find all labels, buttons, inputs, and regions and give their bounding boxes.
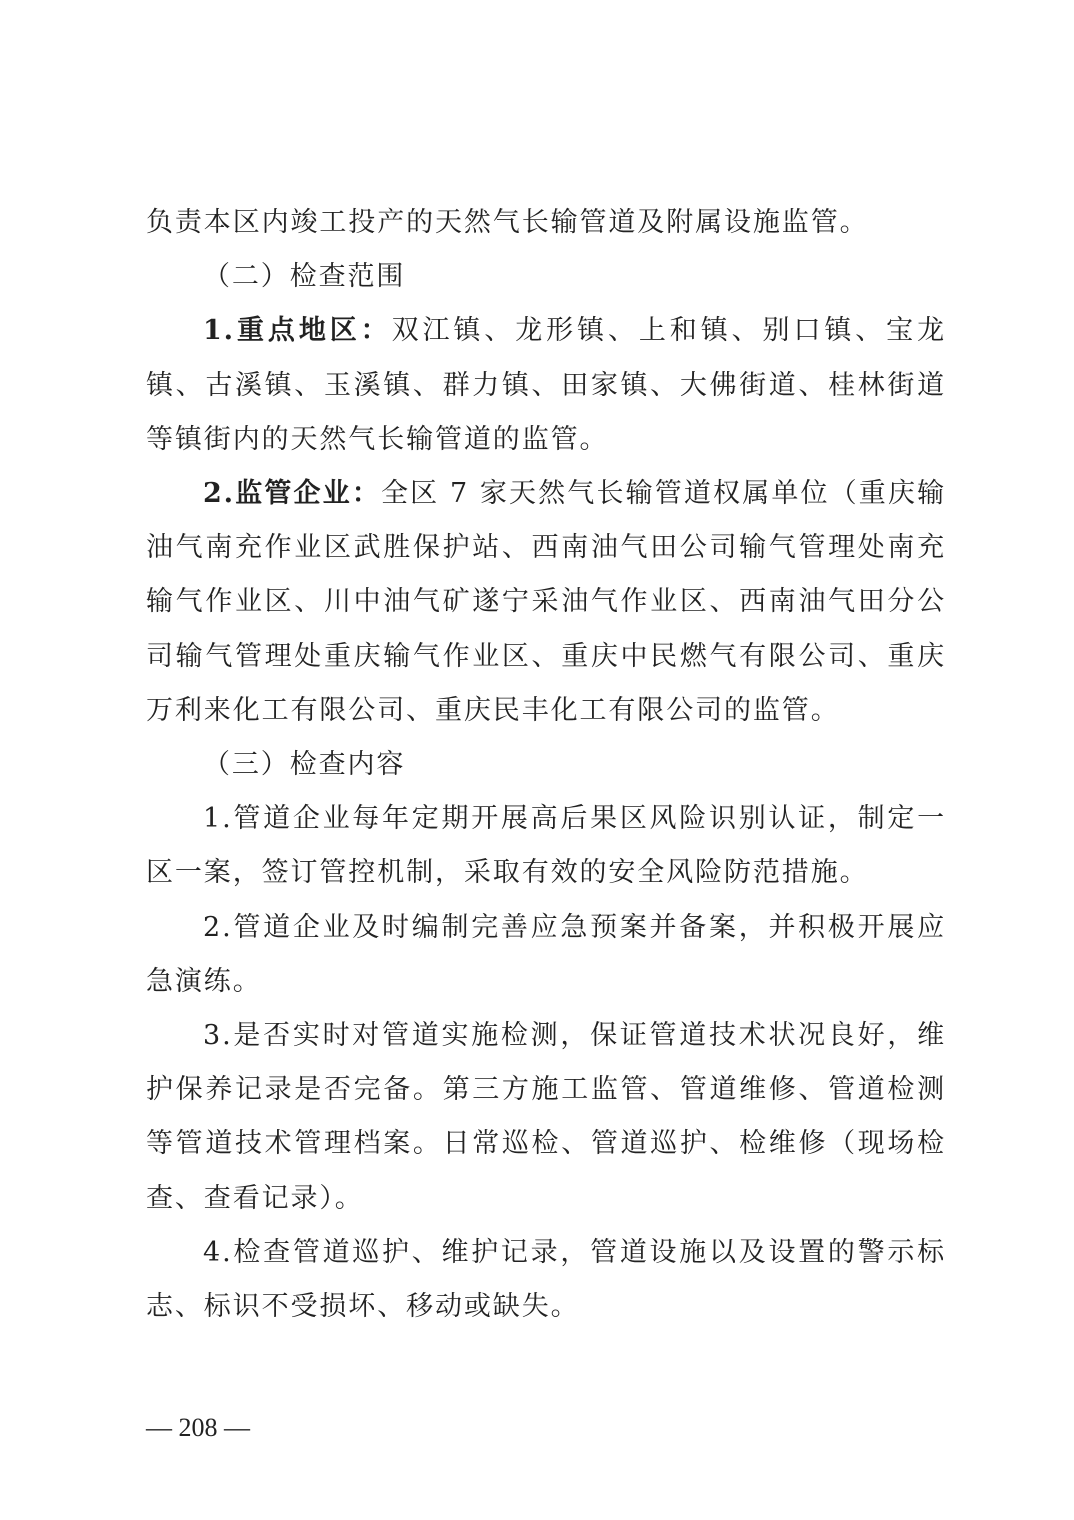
- document-body: [146, 196, 946, 1334]
- content-item-1: 1.管道企业每年定期开展高后果区风险识别认证，制定一区一案，签订管控机制，采取有效的安全风险防范措施。: [146, 803, 946, 889]
- content-item-4: 4.检查管道巡护、维护记录，管道设施以及设置的警示标志、标识不受损坏、移动或缺失。: [146, 1236, 946, 1323]
- content-item-2: 2.管道企业及时编制完善应急预案并备案，并积极开展应急演练。: [146, 911, 946, 997]
- paragraph-supervised-enterprises: [146, 467, 946, 738]
- key-areas-label: 1.重点地区：: [203, 315, 392, 347]
- section-heading-scope: （二）检查范围: [203, 261, 406, 293]
- section-heading-content: （三）检查内容: [203, 749, 406, 781]
- supervised-enterprises-text: 全区 7 家天然气长输管道权属单位（重庆输油气南充作业区武胜保护站、西南油气田公司输气管理处南充输气作业区、川中油气矿遂宁采油气作业区、西南油气田分公司输气管理处重庆输气作业区、重庆中民燃气有限公司、重庆万利来化工有限公司、重庆民丰化工有限公司的监管。: [146, 478, 946, 726]
- paragraph-intro: 负责本区内竣工投产的天然气长输管道及附属设施监管。: [146, 207, 869, 238]
- content-item-3: 3.是否实时对管道实施检测，保证管道技术状况良好，维护保养记录是否完备。第三方施工监管、管道维修、管道检测等管道技术管理档案。日常巡检、管道巡护、检维修（现场检查、查看记录）。: [146, 1020, 946, 1214]
- paragraph-key-areas: [146, 304, 946, 467]
- page-number: — 208 —: [146, 1413, 250, 1442]
- supervised-enterprises-label: 2.监管企业：: [203, 478, 381, 510]
- key-areas-text: 双江镇、龙形镇、上和镇、别口镇、宝龙镇、古溪镇、玉溪镇、群力镇、田家镇、大佛街道、桂林街道等镇街内的天然气长输管道的监管。: [146, 315, 946, 455]
